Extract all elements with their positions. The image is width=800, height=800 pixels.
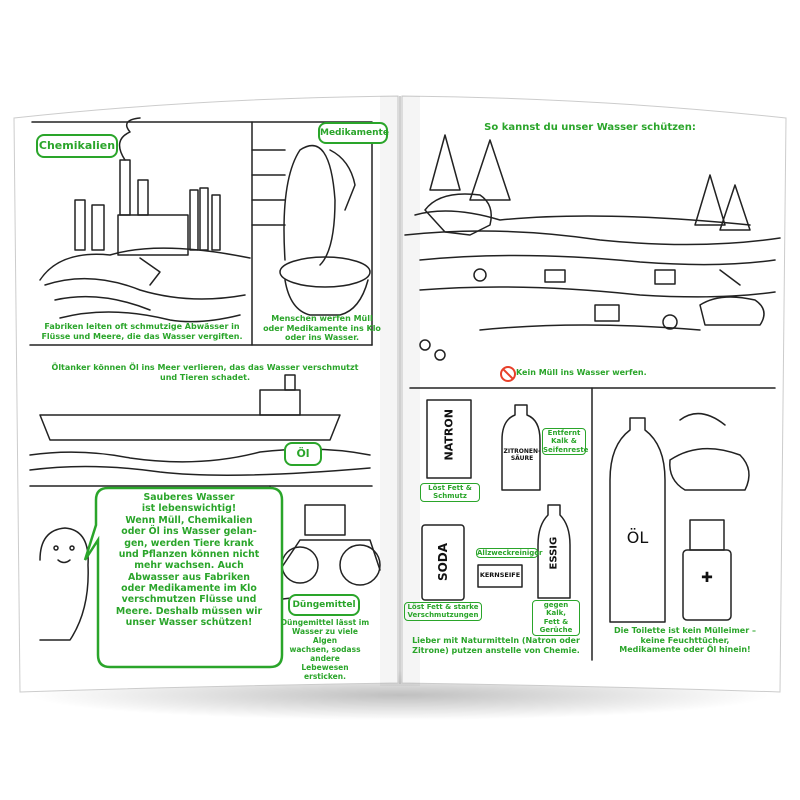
- medicine-label: Medikamente: [318, 122, 388, 144]
- medicine-caption: Menschen werfen Müll oder Medikamente ins Klo oder ins Wasser.: [263, 314, 381, 343]
- soda-bag-text: SODA: [436, 542, 450, 582]
- kernseife-text: KERNSEIFE: [479, 571, 521, 579]
- natron-box-text: NATRON: [442, 409, 456, 461]
- toilet-caption: Die Toilette ist kein Mülleimer – keine Feuchttücher, Medikamente oder Öl hinein!: [614, 626, 756, 655]
- oil-bottle-text: ÖL: [626, 528, 649, 547]
- speech-bubble-text: Sauberes Wasser ist lebenswichtig! Wenn Müll, Chemikalien oder Öl ins Wasser gelan- gen, werden Tiere krank und Pflanzen können nicht mehr wachsen. Auch Abwasser aus Fabriken oder Medikamente im Klo verschmutzen Flüsse und Meere. Deshalb müssen wir unser Wasser schützen!: [115, 492, 263, 629]
- chemicals-label: Chemikalien: [36, 134, 118, 158]
- medicine-cross-icon: ✚: [701, 570, 713, 586]
- citric-label: Entfernt Kalk & Seifenreste: [543, 429, 589, 454]
- no-trash-text: Kein Müll ins Wasser werfen.: [516, 368, 647, 377]
- citric-bottle-text: ZITRONEN- SÄURE: [503, 448, 541, 462]
- fertilizer-label: Düngemittel: [288, 594, 360, 616]
- essig-bottle-text: ESSIG: [548, 536, 560, 570]
- natural-cleaning-caption: Lieber mit Naturmitteln (Natron oder Zitrone) putzen anstelle von Chemie.: [412, 636, 580, 655]
- natron-label: Löst Fett & Schmutz: [420, 483, 480, 502]
- factory-caption: Fabriken leiten oft schmutzige Abwässer in Flüsse und Meere, die das Wasser vergiften.: [41, 322, 243, 341]
- tanker-caption: Öltanker können Öl ins Meer verlieren, das das Wasser verschmutzt und Tieren schadet.: [51, 363, 359, 382]
- oil-label: Öl: [284, 442, 322, 466]
- allzweck-label: Allzweckreiniger: [477, 549, 543, 557]
- soda-label: Löst Fett & starke Verschmutzungen: [404, 602, 482, 621]
- essig-label: gegen Kalk, Fett & Gerüche: [532, 600, 580, 636]
- page-title: So kannst du unser Wasser schützen:: [484, 122, 696, 133]
- fertilizer-caption: Düngemittel lässt im Wasser zu viele Algen wachsen, sodass andere Lebewesen ersticken.: [280, 618, 370, 681]
